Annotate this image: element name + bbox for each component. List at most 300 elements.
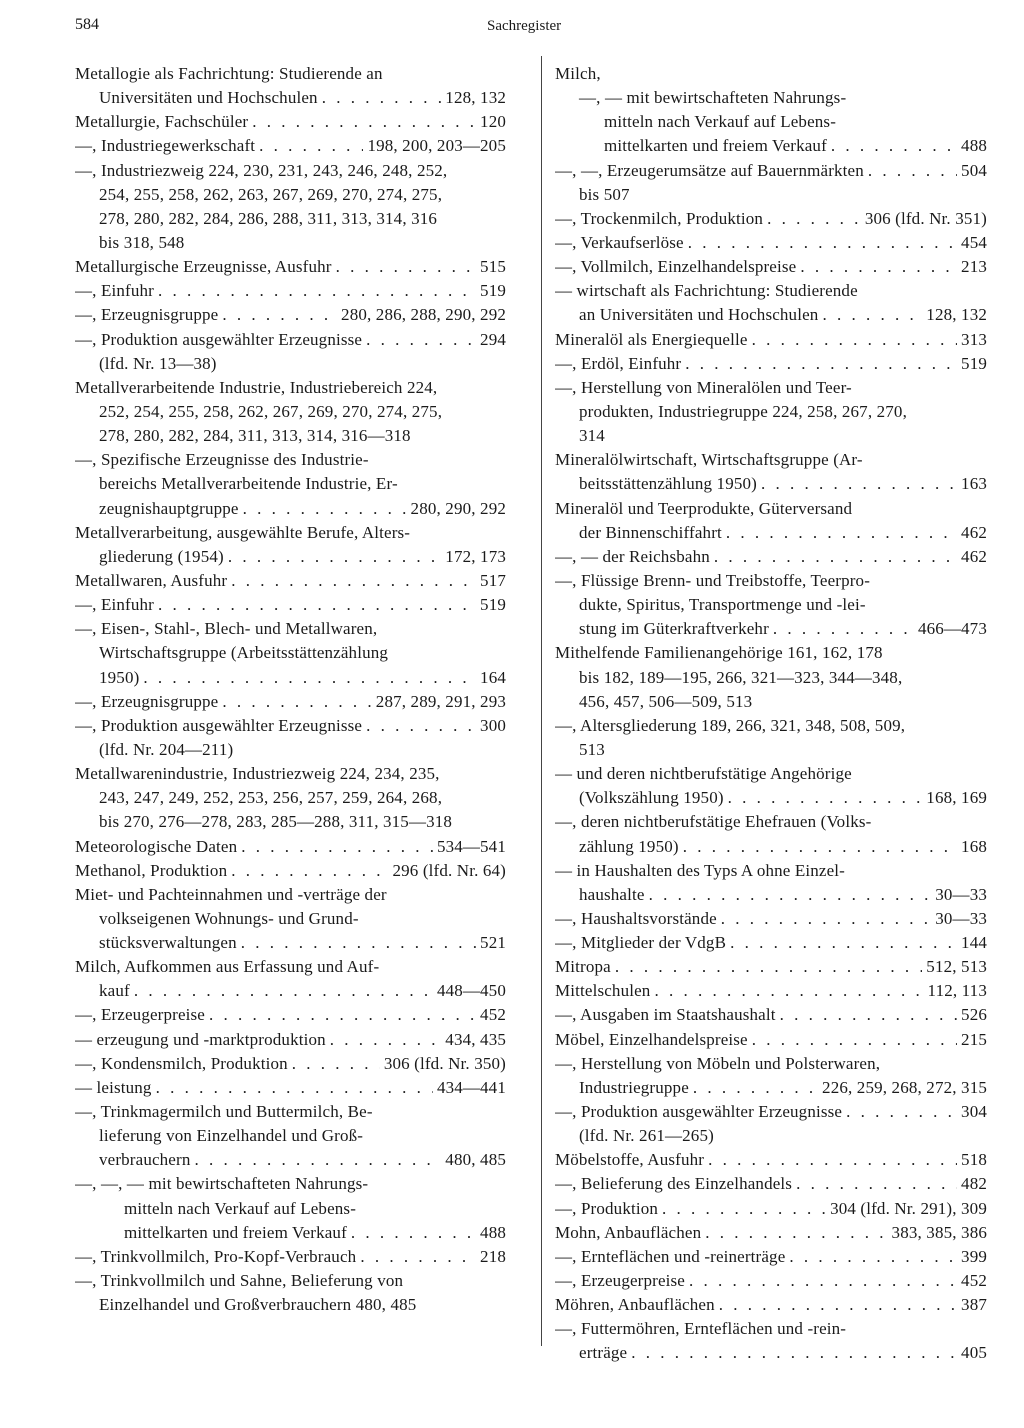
index-line: [555, 1172, 987, 1196]
index-line: —, Flüssige Brenn- und Treibstoffe, Teerpro-: [555, 570, 871, 590]
index-line: [555, 1003, 987, 1027]
index-line: lieferung von Einzelhandel und Groß-: [99, 1126, 364, 1146]
index-line: [555, 835, 987, 859]
entry-term: Universitäten und Hochschulen: [99, 88, 318, 108]
index-entry: [555, 931, 987, 955]
page-reference: 120: [480, 112, 506, 132]
entry-term: —, Produktion: [555, 1198, 659, 1218]
index-line: [75, 666, 506, 690]
page-reference: 517: [480, 570, 506, 590]
index-line: (lfd. Nr. 13—38): [99, 353, 217, 373]
entry-term: —, Kondensmilch, Produktion: [75, 1053, 288, 1073]
index-line: [75, 110, 506, 134]
page-reference: 387: [961, 1295, 987, 1315]
index-line: [75, 1148, 506, 1172]
index-entry: [555, 207, 987, 231]
dot-leader: [796, 1172, 957, 1196]
index-entry: [75, 255, 506, 279]
index-line: [555, 207, 987, 231]
index-entry: [555, 1269, 987, 1293]
index-line: [75, 328, 506, 352]
entry-term: Metallurgie, Fachschüler: [75, 112, 249, 132]
index-entry: [555, 448, 987, 496]
page-reference: 452: [961, 1271, 987, 1291]
index-entry: [75, 955, 506, 1003]
index-line: mitteln nach Verkauf auf Lebens-: [124, 1198, 357, 1218]
dot-leader: [800, 255, 957, 279]
entry-term: —, Produktion ausgewählter Erzeugnisse: [75, 715, 363, 735]
index-entry: [555, 352, 987, 376]
dot-leader: [222, 690, 371, 714]
index-entry: [75, 1100, 506, 1172]
index-entry: [75, 1028, 506, 1052]
index-line: [75, 1028, 506, 1052]
index-entry: [75, 1076, 506, 1100]
index-entry: [75, 448, 506, 520]
index-line: [75, 1221, 506, 1245]
index-line: [555, 328, 987, 352]
index-line: [555, 521, 987, 545]
index-line: [555, 1293, 987, 1317]
page-reference: 519: [961, 353, 987, 373]
index-line: [555, 786, 987, 810]
index-entry: [555, 231, 987, 255]
index-line: Wirtschaftsgruppe (Arbeitsstättenzählung: [99, 643, 389, 663]
index-line: [75, 497, 506, 521]
entry-term: Mittelschulen: [555, 981, 651, 1001]
page-reference: 482: [961, 1174, 987, 1194]
page-reference: 512, 513: [926, 957, 987, 977]
page-reference: 168, 169: [926, 788, 987, 808]
dot-leader: [719, 1293, 957, 1317]
page-reference: 172, 173: [445, 546, 506, 566]
dot-leader: [654, 979, 923, 1003]
index-entry: [555, 1100, 987, 1148]
index-line: —, Altersgliederung 189, 266, 321, 348, 508, 509,: [555, 715, 906, 735]
entry-term: Methanol, Produktion: [75, 860, 228, 880]
index-entry: [555, 1245, 987, 1269]
page-reference: 526: [961, 1005, 987, 1025]
entry-term: kauf: [99, 981, 130, 1001]
index-line: [75, 279, 506, 303]
index-line: bis 182, 189—195, 266, 321—323, 344—348,: [579, 667, 903, 687]
entry-term: —, Ausgaben im Staatshaushalt: [555, 1005, 776, 1025]
index-line: [75, 1076, 506, 1100]
index-line: [75, 545, 506, 569]
running-head: Sachregister: [487, 18, 562, 34]
page-reference: 504: [961, 160, 987, 180]
index-entry: [75, 593, 506, 617]
index-entry: [555, 62, 987, 86]
dot-leader: [767, 207, 861, 231]
index-entry: [555, 1148, 987, 1172]
entry-term: —, Mitglieder der VdgB: [555, 933, 727, 953]
index-line: [555, 352, 987, 376]
entry-term: —, Trinkvollmilch, Pro-Kopf-Verbrauch: [75, 1246, 357, 1266]
index-line: [555, 159, 987, 183]
page-reference: 112, 113: [927, 981, 987, 1001]
index-entry: [555, 1317, 987, 1365]
index-line: Miet- und Pachteinnahmen und -verträge der: [75, 884, 387, 904]
index-entry: [75, 279, 506, 303]
page-reference: 519: [480, 595, 506, 615]
index-line: —, Herstellung von Möbeln und Polsterwaren,: [555, 1053, 881, 1073]
dot-leader: [780, 1003, 957, 1027]
page-reference: 300: [480, 715, 506, 735]
dot-leader: [366, 328, 476, 352]
dot-leader: [259, 134, 363, 158]
index-line: volkseigenen Wohnungs- und Grund-: [99, 908, 359, 928]
entry-term: zeugnishauptgruppe: [99, 498, 239, 518]
entry-term: —, Ernteflächen und -reinerträge: [555, 1246, 786, 1266]
index-entry: [555, 810, 987, 858]
entry-term: —, Erzeugerpreise: [555, 1271, 685, 1291]
index-entry: [555, 255, 987, 279]
index-line: [555, 617, 987, 641]
index-line: [75, 1003, 506, 1027]
index-entry: [555, 159, 987, 207]
index-line: —, deren nichtberufstätige Ehefrauen (Volks-: [555, 812, 872, 832]
index-line: 278, 280, 282, 284, 286, 288, 311, 313, 314, 316: [99, 208, 438, 228]
index-line: (lfd. Nr. 204—211): [99, 739, 234, 759]
index-entry: [555, 1052, 987, 1100]
dot-leader: [156, 1076, 433, 1100]
index-entry: [555, 497, 987, 545]
index-line: 513: [579, 739, 605, 759]
index-entry: [75, 569, 506, 593]
entry-term: —, Trockenmilch, Produktion: [555, 208, 764, 228]
index-entry: [555, 714, 987, 762]
index-entry: [75, 883, 506, 955]
index-line: [555, 931, 987, 955]
index-line: (lfd. Nr. 261—265): [579, 1126, 714, 1146]
dot-leader: [134, 979, 433, 1003]
dot-leader: [761, 472, 957, 496]
index-line: [75, 303, 506, 327]
page-reference: 488: [961, 136, 987, 156]
index-line: [75, 835, 506, 859]
dot-leader: [752, 1028, 957, 1052]
page-reference: 399: [961, 1246, 987, 1266]
page-reference: 294: [480, 329, 506, 349]
entry-term: 1950): [99, 667, 140, 687]
index-entry: [555, 1003, 987, 1027]
page-reference: 306 (lfd. Nr. 350): [383, 1053, 506, 1073]
index-line: —, Industriezweig 224, 230, 231, 243, 246, 248, 252,: [75, 160, 448, 180]
page-reference: 304: [961, 1102, 987, 1122]
dot-leader: [705, 1221, 887, 1245]
entry-term: Möhren, Anbauflächen: [555, 1295, 715, 1315]
page-reference: 306 (lfd. Nr. 351): [864, 208, 987, 228]
page-reference: 296 (lfd. Nr. 64): [392, 860, 506, 880]
index-line: [555, 1076, 987, 1100]
index-line: dukte, Spiritus, Transportmenge und -lei-: [579, 595, 866, 615]
page-number: 584: [75, 16, 99, 33]
entry-term: stücksverwaltungen: [99, 933, 237, 953]
entry-term: —, Produktion ausgewählter Erzeugnisse: [555, 1102, 843, 1122]
index-line: bis 507: [579, 184, 630, 204]
entry-term: —, — der Reichsbahn: [555, 546, 710, 566]
index-line: [75, 931, 506, 955]
page-reference: 515: [480, 257, 506, 277]
dot-leader: [685, 352, 957, 376]
index-entry: [75, 1003, 506, 1027]
index-entry: [75, 762, 506, 834]
dot-leader: [631, 1341, 957, 1365]
index-entry: [75, 110, 506, 134]
index-line: [555, 134, 987, 158]
index-line: bis 270, 276—278, 283, 285—288, 311, 315—318: [99, 812, 453, 832]
entry-term: —, Verkaufserlöse: [555, 232, 684, 252]
index-line: [555, 955, 987, 979]
dot-leader: [228, 545, 441, 569]
entry-term: —, Erzeugnisgruppe: [75, 305, 219, 325]
entry-term: Mohn, Anbauflächen: [555, 1222, 702, 1242]
index-line: — wirtschaft als Fachrichtung: Studierende: [555, 281, 858, 301]
entry-term: der Binnenschiffahrt: [579, 522, 722, 542]
index-line: [555, 1100, 987, 1124]
index-line: 456, 457, 506—509, 513: [579, 691, 753, 711]
index-line: — und deren nichtberufstätige Angehörige: [555, 764, 852, 784]
entry-term: —, Erdöl, Einfuhr: [555, 353, 682, 373]
index-line: — in Haushalten des Typs A ohne Einzel-: [555, 860, 845, 880]
index-line: Metallverarbeitung, ausgewählte Berufe, Alters-: [75, 522, 411, 542]
index-line: —, Trinkmagermilch und Buttermilch, Be-: [75, 1102, 373, 1122]
entry-term: —, Vollmilch, Einzelhandelspreise: [555, 257, 797, 277]
index-line: 243, 247, 249, 252, 253, 256, 257, 259, 264, 268,: [99, 788, 443, 808]
dot-leader: [689, 1269, 957, 1293]
page-reference: 518: [961, 1150, 987, 1170]
index-line: [555, 907, 987, 931]
page-reference: 434, 435: [445, 1029, 506, 1049]
page-reference: 128, 132: [445, 88, 506, 108]
dot-leader: [708, 1148, 957, 1172]
dot-leader: [336, 255, 476, 279]
index-line: [555, 1341, 987, 1365]
page-reference: 280, 290, 292: [410, 498, 506, 518]
index-entry: [555, 1221, 987, 1245]
dot-leader: [158, 593, 476, 617]
entry-term: —, Erzeugerpreise: [75, 1005, 205, 1025]
index-line: [555, 883, 987, 907]
dot-leader: [231, 569, 476, 593]
entry-term: haushalte: [579, 884, 645, 904]
index-line: [555, 303, 987, 327]
index-line: [555, 979, 987, 1003]
dot-leader: [231, 859, 388, 883]
index-entry: [555, 1293, 987, 1317]
index-line: [75, 859, 506, 883]
entry-term: verbrauchern: [99, 1150, 191, 1170]
page-reference: 534—541: [436, 836, 506, 856]
entry-term: Mineralöl als Energiequelle: [555, 329, 748, 349]
dot-leader: [158, 279, 476, 303]
dot-leader: [730, 931, 957, 955]
entry-term: — erzeugung und -marktproduktion: [75, 1029, 326, 1049]
page-reference: 218: [480, 1246, 506, 1266]
index-line: bereichs Metallverarbeitende Industrie, Er-: [99, 474, 398, 494]
index-line: Milch, Aufkommen aus Erfassung und Auf-: [75, 957, 380, 977]
page-reference: 313: [961, 329, 987, 349]
index-entry: [555, 1172, 987, 1196]
dot-leader: [831, 134, 957, 158]
entry-term: —, Belieferung des Einzelhandels: [555, 1174, 793, 1194]
index-entry: [555, 762, 987, 810]
page-reference: 462: [961, 546, 987, 566]
page-reference: 454: [961, 232, 987, 252]
index-entry: [555, 641, 987, 713]
dot-leader: [688, 231, 957, 255]
entry-term: Mitropa: [555, 957, 611, 977]
index-line: —, — mit bewirtschafteten Nahrungs-: [579, 88, 847, 108]
page-reference: 213: [961, 257, 987, 277]
dot-leader: [773, 617, 914, 641]
index-line: [555, 1245, 987, 1269]
entry-term: —, Einfuhr: [75, 281, 154, 301]
entry-term: stung im Güterkraftverkehr: [579, 619, 769, 639]
index-line: [75, 569, 506, 593]
entry-term: mittelkarten und freiem Verkauf: [604, 136, 827, 156]
index-line: [75, 1245, 506, 1269]
dot-leader: [330, 1028, 442, 1052]
index-entry: [555, 1028, 987, 1052]
page-reference: 30—33: [935, 908, 987, 928]
page-reference: 466—473: [917, 619, 987, 639]
index-entry: [555, 328, 987, 352]
index-entry: [75, 303, 506, 327]
entry-term: erträge: [579, 1343, 628, 1363]
index-line: —, Futtermöhren, Ernteflächen und -rein-: [555, 1319, 847, 1339]
dot-leader: [649, 883, 932, 907]
entry-term: (Volkszählung 1950): [579, 788, 724, 808]
page-reference: 168: [961, 836, 987, 856]
dot-leader: [683, 835, 957, 859]
dot-leader: [714, 545, 957, 569]
dot-leader: [789, 1245, 957, 1269]
dot-leader: [194, 1148, 441, 1172]
index-entry: [555, 1197, 987, 1221]
index-line: produkten, Industriegruppe 224, 258, 267, 270,: [579, 401, 907, 421]
index-line: [555, 1221, 987, 1245]
index-line: [75, 979, 506, 1003]
page-reference: 448—450: [436, 981, 506, 1001]
entry-term: —, Einfuhr: [75, 595, 154, 615]
dot-leader: [752, 328, 957, 352]
index-line: [75, 690, 506, 714]
dot-leader: [222, 303, 337, 327]
page-reference: 30—33: [935, 884, 987, 904]
index-entry: [75, 521, 506, 569]
index-line: 278, 280, 282, 284, 311, 313, 314, 316—318: [99, 426, 411, 446]
index-line: Metallwarenindustrie, Industriezweig 224, 234, 235,: [75, 764, 440, 784]
entry-term: Möbel, Einzelhandelspreise: [555, 1029, 748, 1049]
index-entry: [75, 690, 506, 714]
index-entry: [555, 907, 987, 931]
entry-term: Meteorologische Daten: [75, 836, 238, 856]
page-reference: 521: [480, 933, 506, 953]
index-entry: [75, 1052, 506, 1076]
index-line: [75, 134, 506, 158]
index-line: Milch,: [555, 64, 601, 83]
page-reference: 198, 200, 203—205: [367, 136, 506, 156]
index-line: —, Trinkvollmilch und Sahne, Belieferung von: [75, 1271, 404, 1291]
index-entry: [75, 62, 506, 110]
index-line: Mineralöl und Teerprodukte, Güterversand: [555, 498, 853, 518]
index-line: [75, 593, 506, 617]
dot-leader: [868, 159, 957, 183]
index-entry: [75, 159, 506, 256]
entry-term: an Universitäten und Hochschulen: [579, 305, 819, 325]
dot-leader: [662, 1197, 826, 1221]
index-entry: [75, 376, 506, 448]
index-line: 254, 255, 258, 262, 263, 267, 269, 270, 274, 275,: [99, 184, 443, 204]
index-entry: [75, 1269, 506, 1317]
index-line: [75, 86, 506, 110]
index-line: [75, 255, 506, 279]
entry-term: mittelkarten und freiem Verkauf: [124, 1222, 347, 1242]
page-reference: 519: [480, 281, 506, 301]
index-entry: [555, 545, 987, 569]
index-line: [555, 231, 987, 255]
dot-leader: [241, 931, 476, 955]
index-line: —, —, — mit bewirtschafteten Nahrungs-: [75, 1174, 369, 1194]
dot-leader: [243, 497, 407, 521]
index-line: Mineralölwirtschaft, Wirtschaftsgruppe (Ar-: [555, 450, 863, 470]
index-line: [555, 472, 987, 496]
entry-term: —, Erzeugnisgruppe: [75, 691, 219, 711]
entry-term: —, Industriegewerkschaft: [75, 136, 256, 156]
index-line: [555, 545, 987, 569]
index-line: 314: [579, 426, 605, 446]
page-reference: 164: [480, 667, 506, 687]
page-reference: 128, 132: [926, 305, 987, 325]
index-line: Mithelfende Familienangehörige 161, 162, 178: [555, 643, 883, 663]
index-line: mitteln nach Verkauf auf Lebens-: [604, 112, 837, 132]
page-reference: 163: [961, 474, 987, 494]
page-reference: 144: [961, 933, 987, 953]
entry-term: beitsstättenzählung 1950): [579, 474, 757, 494]
page-reference: 215: [961, 1029, 987, 1049]
index-line: —, Spezifische Erzeugnisse des Industrie-: [75, 450, 369, 470]
index-line: [75, 714, 506, 738]
index-entry: [75, 835, 506, 859]
dot-leader: [726, 521, 957, 545]
index-entry: [75, 1172, 506, 1244]
entry-term: —, Haushaltsvorstände: [555, 908, 717, 928]
index-column-right: [555, 62, 987, 1366]
entry-term: Metallwaren, Ausfuhr: [75, 570, 228, 590]
dot-leader: [728, 786, 923, 810]
index-entry: [75, 328, 506, 376]
index-line: Metallogie als Fachrichtung: Studierende an: [75, 64, 383, 83]
entry-term: —, Produktion ausgewählter Erzeugnisse: [75, 329, 363, 349]
index-line: [75, 1052, 506, 1076]
index-line: [555, 1148, 987, 1172]
entry-term: Möbelstoffe, Ausfuhr: [555, 1150, 705, 1170]
index-entry: [75, 617, 506, 689]
dot-leader: [143, 666, 476, 690]
index-entry: [555, 979, 987, 1003]
page-reference: 488: [480, 1222, 506, 1242]
page-reference: 452: [480, 1005, 506, 1025]
index-entry: [555, 279, 987, 327]
entry-term: Industriegruppe: [579, 1077, 689, 1097]
entry-term: — leistung: [75, 1077, 152, 1097]
index-line: [555, 1269, 987, 1293]
page-reference: 405: [961, 1343, 987, 1363]
dot-leader: [846, 1100, 957, 1124]
index-entry: [75, 1245, 506, 1269]
